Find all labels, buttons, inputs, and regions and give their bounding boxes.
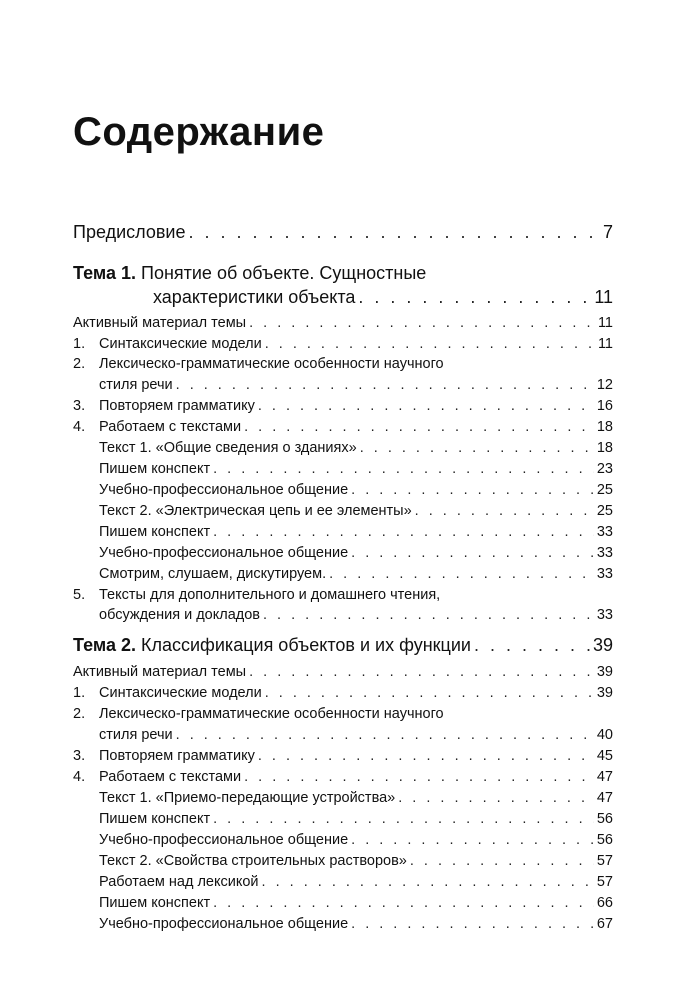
leader-dots [244,419,594,435]
toc-page-number: 11 [597,336,613,352]
topic-2-prefix: Тема 2. [73,635,136,655]
toc-entry[interactable] [73,503,613,519]
toc-entry-label: Учебно-профессиональное общение [99,545,349,561]
leader-dots [262,874,594,890]
toc-page-number: 56 [596,811,613,827]
toc-entry-line1[interactable] [73,356,444,372]
toc-entry[interactable] [73,336,613,352]
toc-entry-label: Лексическо-грамматические особенности научного [99,356,444,372]
toc-page-number: 18 [596,440,613,456]
toc-entry-line1[interactable] [73,706,444,722]
toc-entry-label: Синтаксические модели [99,685,262,701]
toc-entry[interactable] [73,895,613,911]
toc-entry-label: стиля речи [99,377,173,393]
toc-page-number: 56 [596,832,613,848]
toc-entry[interactable] [73,853,613,869]
leader-dots [263,607,594,623]
topic-1-title-line1: Понятие об объекте. Сущностные [141,263,427,283]
toc-entry[interactable] [73,874,613,890]
toc-page-number: 33 [596,545,613,561]
toc-entry[interactable] [73,545,613,561]
toc-entry[interactable] [73,440,613,456]
toc-entry-label: Пишем конспект [99,811,211,827]
toc-entry-preface[interactable] [73,222,613,243]
toc-entry-label: Тексты для дополнительного и домашнего чтения, [99,587,441,603]
toc-entry-label: Лексическо-грамматические особенности научного [99,706,444,722]
toc-entry-label: Предисловие [73,222,186,242]
toc-entry-label: Учебно-профессиональное общение [99,916,349,932]
leader-dots [360,440,594,456]
toc-entry-label: Текст 1. «Общие сведения о зданиях» [99,440,357,456]
leader-dots [249,315,595,331]
toc-entry[interactable] [73,664,613,680]
toc-page-number: 18 [596,419,613,435]
leader-dots [213,524,594,540]
toc-entry-number: 1. [73,685,86,701]
toc-page-number: 47 [596,790,613,806]
toc-entry[interactable] [73,482,613,498]
toc-page-number: 66 [596,895,613,911]
toc-page-number: 40 [596,727,613,743]
leader-dots [398,790,594,806]
topic-1-title-line2: характеристики объекта [153,287,356,307]
toc-entry[interactable] [73,769,613,785]
leader-dots [265,685,594,701]
toc-entry-line1[interactable] [73,587,440,603]
toc-entry[interactable] [73,790,613,806]
toc-entry[interactable] [73,315,613,331]
toc-entry[interactable] [73,748,613,764]
toc-entry-label: Активный материал темы [73,315,247,331]
topic-2-heading[interactable] [73,635,613,656]
toc-entry[interactable] [73,524,613,540]
leader-dots [329,566,594,582]
toc-page-number: 33 [596,524,613,540]
toc-entry-label: Повторяем грамматику [99,398,255,414]
leader-dots [358,287,591,308]
toc-entry-label: обсуждения и докладов [99,607,260,623]
toc-entry-number: 3. [73,398,86,414]
toc-page-number: 45 [596,748,613,764]
toc-entry-number: 1. [73,336,86,352]
toc-page-number: 16 [596,398,613,414]
toc-entry-number: 4. [73,769,86,785]
toc-entry-number: 5. [73,587,86,603]
toc-entry-label: Текст 2. «Электрическая цепь и ее элементы» [99,503,412,519]
leader-dots [265,336,595,352]
leader-dots [213,895,594,911]
toc-entry-number: 3. [73,748,86,764]
leader-dots [176,377,594,393]
topic-1-prefix: Тема 1. [73,263,136,283]
toc-entry-label: Повторяем грамматику [99,748,255,764]
toc-entry-label: Пишем конспект [99,524,211,540]
topic-2-title: Классификация объектов и их функции [141,635,471,655]
toc-entry-label: Работаем с текстами [99,769,242,785]
toc-page-number: 47 [596,769,613,785]
toc-page-number: 57 [596,874,613,890]
toc-entry-label: Работаем с текстами [99,419,242,435]
toc-page-number: 33 [596,566,613,582]
toc-page-number: 25 [596,482,613,498]
toc-entry-number: 4. [73,419,86,435]
toc-entry[interactable] [73,811,613,827]
leader-dots [213,461,594,477]
toc-entry-line2[interactable] [99,727,613,743]
toc-entry-line2[interactable] [99,607,613,623]
toc-entry-label: Работаем над лексикой [99,874,259,890]
toc-entry[interactable] [73,398,613,414]
toc-entry-number: 2. [73,706,86,722]
leader-dots [188,222,600,243]
toc-page-number: 25 [596,503,613,519]
toc-entry-number: 2. [73,356,86,372]
leader-dots [351,482,594,498]
toc-page-number: 39 [596,664,613,680]
toc-page-number: 39 [592,635,613,655]
topic-1-heading[interactable] [73,263,426,284]
toc-entry[interactable] [73,461,613,477]
leader-dots [244,769,594,785]
page-title: Содержание [73,110,325,154]
toc-page-number: 23 [596,461,613,477]
toc-entry-label: Текст 2. «Свойства строительных растворов» [99,853,407,869]
leader-dots [351,545,594,561]
leader-dots [410,853,594,869]
toc-entry-label: Текст 1. «Приемо-передающие устройства» [99,790,396,806]
leader-dots [176,727,594,743]
leader-dots [474,635,590,656]
toc-entry[interactable] [73,916,613,932]
toc-entry[interactable] [73,419,613,435]
toc-entry-label: Активный материал темы [73,664,247,680]
toc-page-number: 11 [597,315,613,331]
toc-entry-label: Пишем конспект [99,895,211,911]
toc-entry-label: Пишем конспект [99,461,211,477]
toc-page-number: 57 [596,853,613,869]
toc-page-number: 11 [594,287,613,307]
toc-page-number: 33 [596,607,613,623]
toc-entry-label: Учебно-профессиональное общение [99,482,349,498]
toc-entry-label: Учебно-профессиональное общение [99,832,349,848]
leader-dots [351,916,594,932]
toc-page-number: 67 [596,916,613,932]
topic-1-heading-line2[interactable] [153,287,613,308]
leader-dots [258,398,594,414]
leader-dots [415,503,594,519]
toc-page-number: 12 [596,377,613,393]
toc-entry-label: Смотрим, слушаем, дискутируем. [99,566,327,582]
toc-entry-line2[interactable] [99,377,613,393]
leader-dots [249,664,594,680]
toc-entry-label: стиля речи [99,727,173,743]
toc-entry-label: Синтаксические модели [99,336,262,352]
leader-dots [258,748,594,764]
toc-entry[interactable] [73,832,613,848]
toc-page-number: 7 [602,222,613,242]
toc-entry[interactable] [73,685,613,701]
toc-entry[interactable] [73,566,613,582]
leader-dots [213,811,594,827]
leader-dots [351,832,594,848]
toc-page-number: 39 [596,685,613,701]
